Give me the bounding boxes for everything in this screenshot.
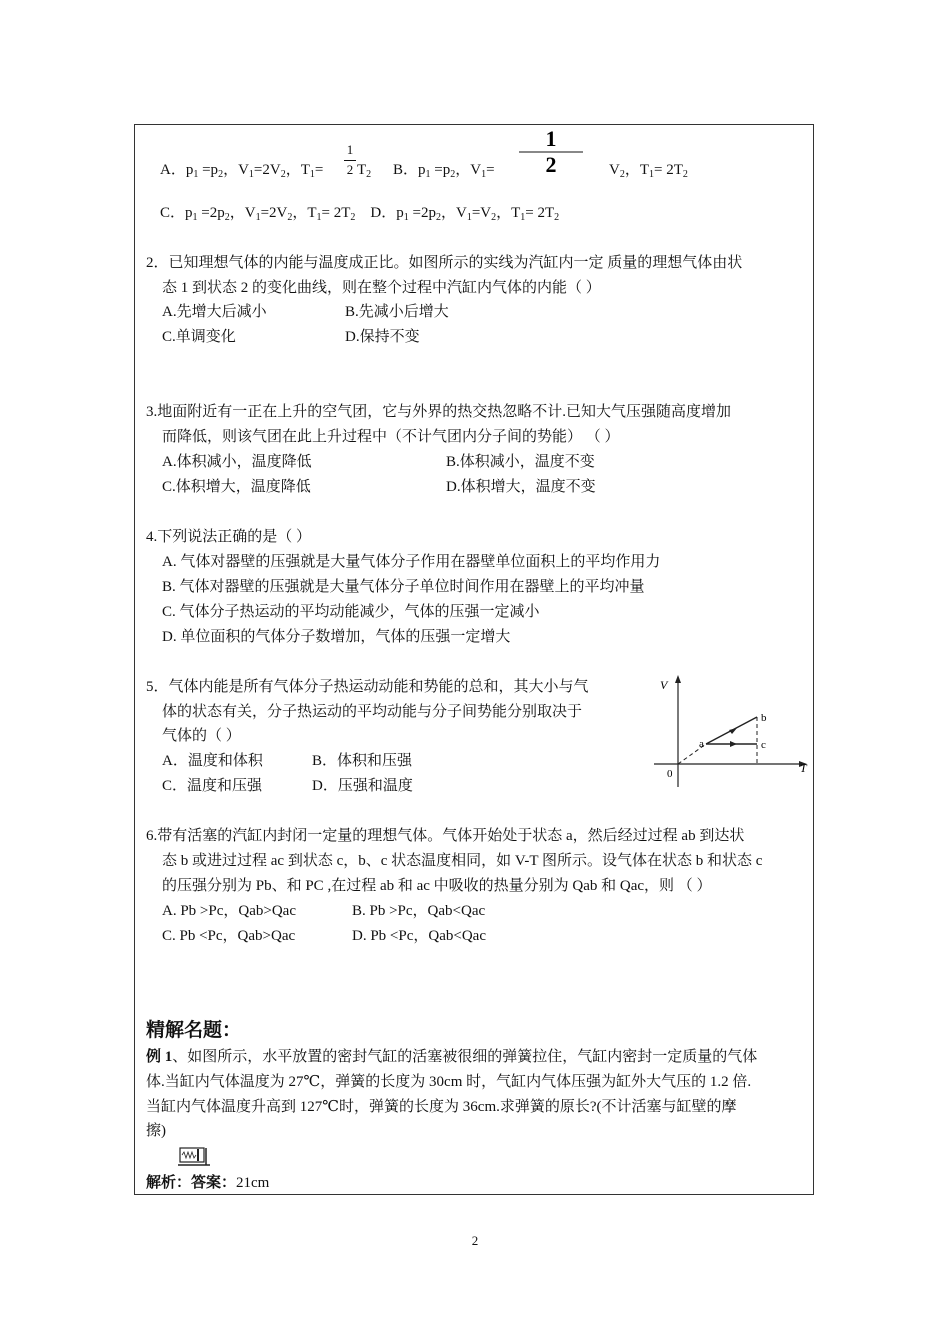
- q4-option-c: C. 气体分子热运动的平均动能减少，气体的压强一定减小: [162, 604, 540, 620]
- q2-option-a: A.先增大后减小: [162, 304, 267, 320]
- answer-line: [146, 1173, 269, 1193]
- vt-graph-t-label: T: [800, 761, 807, 775]
- answer-label: 解析：答案：: [146, 1175, 237, 1191]
- q6-stem-line-1: 6.带有活塞的汽缸内封闭一定量的理想气体。气体开始处于状态 a，然后经过过程 ab 到达状: [146, 828, 745, 844]
- q2-option-b: B.先减小后增大: [345, 304, 449, 320]
- vt-graph-origin-label: 0: [667, 768, 673, 780]
- q1-fraction-denominator: 2: [346, 162, 354, 177]
- q4-option-a: A. 气体对器壁的压强就是大量气体分子作用在器壁单位面积上的平均作用力: [162, 554, 661, 570]
- q1-option-ab: A．$p_1 =p_2$，$V_1=2V_2$，$T_1=$: [160, 162, 324, 180]
- example-line-2: 体.当缸内气体温度为 27℃，弹簧的长度为 30cm 时，气缸内气体压强为缸外大气压的 1.2 倍.: [146, 1074, 752, 1090]
- cylinder-body: [180, 1148, 204, 1162]
- q6-option-d: D. Pb <Pc，Qab<Qac: [352, 928, 486, 944]
- q3-stem-line-2: 而降低，则该气团在此上升过程中（不计气团内分子间的势能） （ ）: [162, 429, 620, 445]
- q3-option-d: D.体积增大，温度不变: [446, 479, 596, 495]
- page-number: 2: [471, 1233, 479, 1248]
- q1-big-fraction-numerator: 1: [545, 126, 557, 151]
- q6-option-a: A. Pb >Pc，Qab>Qac: [162, 903, 296, 919]
- example-label: 例 1: [146, 1049, 173, 1065]
- q6-option-b: B. Pb >Pc，Qab<Qac: [352, 903, 486, 919]
- example-line-1: 例 1、如图所示，水平放置的密封气缸的活塞被很细的弹簧拉住，气缸内密封一定质量的气体: [146, 1049, 758, 1065]
- vt-graph-v-arrow: [675, 675, 681, 683]
- q1-option-b-tail: $V_2$，$T_1= 2T_2$: [609, 162, 688, 180]
- q5-option-b: B．体积和压强: [312, 753, 413, 769]
- q6-option-c: C. Pb <Pc，Qab>Qac: [162, 928, 296, 944]
- vt-graph-label-c: c: [761, 739, 766, 751]
- q1-big-fraction: [515, 126, 585, 176]
- q4-stem: 4.下列说法正确的是（ ）: [146, 529, 312, 545]
- q3-option-a: A.体积减小，温度降低: [162, 454, 312, 470]
- cylinder-spring: [182, 1152, 196, 1158]
- example-line-4: 擦): [146, 1123, 166, 1139]
- q5-stem-line-1: 5．气体内能是所有气体分子热运动动能和势能的总和，其大小与气: [146, 679, 589, 695]
- q1-option-cd: C．$p_1 =2p_2$，$V_1=2V_2$，$T_1= 2T_2$ D．$p_1 =2p_2$，$V_1=V_2$，$T_1= 2T_2$: [160, 205, 560, 223]
- answer-value: 21cm: [236, 1175, 270, 1191]
- q5-option-d: D．压强和温度: [312, 778, 413, 794]
- q4-option-b: B. 气体对器壁的压强就是大量气体分子单位时间作用在器壁上的平均冲量: [162, 579, 645, 595]
- example-heading: 精解名题：: [146, 1020, 242, 1041]
- q4-option-d: D. 单位面积的气体分子数增加，气体的压强一定增大: [162, 629, 511, 645]
- q3-stem-line-1: 3.地面附近有一正在上升的空气团，它与外界的热交热忽略不计.已知大气压强随高度增加: [146, 404, 732, 420]
- q2-stem-line-1: 2．已知理想气体的内能与温度成正比。如图所示的实线为汽缸内一定 质量的理想气体由状: [146, 255, 743, 271]
- vt-graph-arrow-ab: [729, 728, 737, 734]
- vt-graph-v-label: V: [660, 678, 668, 692]
- q5-option-a: A．温度和体积: [162, 753, 263, 769]
- vt-graph-label-b: b: [761, 712, 767, 724]
- q2-stem-line-2: 态 1 到状态 2 的变化曲线，则在整个过程中汽缸内气体的内能（ ）: [162, 280, 601, 296]
- q6-stem-line-2: 态 b 或进过过程 ac 到状态 c，b、c 状态温度相同，如 V-T 图所示。设气体在状态 b 和状态 c: [162, 853, 763, 869]
- q1-option-a-tail: $T_2$: [357, 162, 372, 180]
- q3-option-c: C.体积增大，温度降低: [162, 479, 311, 495]
- q2-option-d: D.保持不变: [345, 329, 420, 345]
- cylinder-spring-figure: [178, 1146, 212, 1168]
- q1-big-fraction-denominator: 2: [545, 152, 557, 176]
- vt-graph: [650, 672, 810, 792]
- q5-stem-line-2: 体的状态有关，分子热运动的平均动能与分子间势能分别取决于: [162, 704, 583, 720]
- vt-graph-label-a: a: [699, 738, 704, 750]
- q1-fraction-bar: [344, 160, 356, 161]
- example-line-3: 当缸内气体温度升高到 127℃时，弹簧的长度为 36cm.求弹簧的原长?(不计活塞与缸壁的摩: [146, 1099, 737, 1115]
- vt-graph-arrow-ac: [730, 741, 737, 747]
- q1-option-b: B．$p_1 =p_2$，$V_1=$: [393, 162, 495, 180]
- q6-stem-line-3: 的压强分别为 Pb、和 PC ,在过程 ab 和 ac 中吸收的热量分别为 Qab 和 Qac，则 （ ）: [162, 878, 712, 894]
- q5-option-c: C．温度和压强: [162, 778, 263, 794]
- q5-stem-line-3: 气体的（ ）: [162, 728, 241, 744]
- q2-option-c: C.单调变化: [162, 329, 236, 345]
- q3-option-b: B.体积减小，温度不变: [446, 454, 595, 470]
- q1-fraction-numerator: 1: [346, 142, 354, 157]
